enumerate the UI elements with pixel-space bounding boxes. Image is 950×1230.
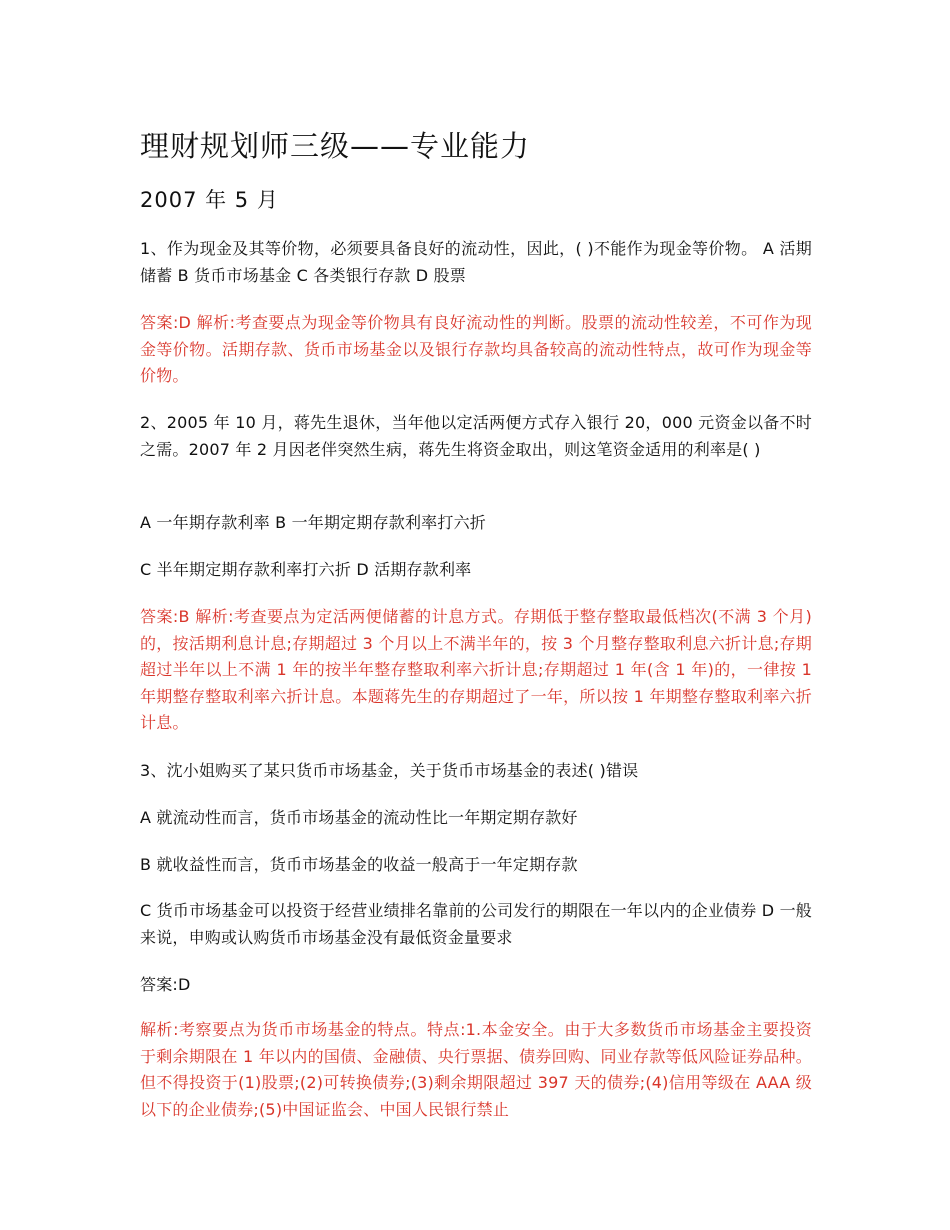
question-3-option-b: B 就收益性而言，货币市场基金的收益一般高于一年定期存款 (140, 855, 578, 874)
question-2-answer: 答案:B 解析:考查要点为定活两便储蓄的计息方式。存期低于整存整取最低档次(不满 3 个月)的，按活期利息计息;存期超过 3 个月以上不满半年的，按 3 个月整存整取利息六折计息;存期超过半年以上不满 1 年的按半年整存整取利率六折计息;存期超过 1 年(含 1 年)的，一律按 1 年期整存整取利率六折计息。本题蒋先生的存期超过了一年，所以按 1 年期整存整取利率六折计息。 (140, 607, 812, 732)
document-date: 2007 年 5 月 (140, 188, 279, 212)
question-2-options-cd: C 半年期定期存款利率打六折 D 活期存款利率 (140, 560, 472, 579)
question-1-text: 1、作为现金及其等价物，必须要具备良好的流动性，因此，( )不能作为现金等价物。 A 活期储蓄 B 货币市场基金 C 各类银行存款 D 股票 (140, 239, 812, 285)
question-3-analysis: 解析:考察要点为货币市场基金的特点。特点:1.本金安全。由于大多数货币市场基金主要投资于剩余期限在 1 年以内的国债、金融债、央行票据、债券回购、同业存款等低风险证券品种。但不得投资于(1)股票;(2)可转换债券;(3)剩余期限超过 397 天的债券;(4)信用等级在 AAA 级以下的企业债券;(5)中国证监会、中国人民银行禁止 (140, 1020, 812, 1119)
question-1-answer: 答案:D 解析:考查要点为现金等价物具有良好流动性的判断。股票的流动性较差，不可作为现金等价物。活期存款、货币市场基金以及银行存款均具备较高的流动性特点，故可作为现金等价物。 (140, 313, 812, 385)
document-title: 理财规划师三级——专业能力 (140, 129, 531, 163)
question-3-answer: 答案:D (140, 975, 191, 994)
question-2-text: 2、2005 年 10 月，蒋先生退休，当年他以定活两便方式存入银行 20，000 元资金以备不时之需。2007 年 2 月因老伴突然生病，蒋先生将资金取出，则这笔资金适用的利率是( ) (140, 413, 812, 459)
question-3-option-a: A 就流动性而言，货币市场基金的流动性比一年期定期存款好 (140, 808, 578, 827)
question-3-options-cd: C 货币市场基金可以投资于经营业绩排名靠前的公司发行的期限在一年以内的企业债券 D 一般来说，申购或认购货币市场基金没有最低资金量要求 (140, 901, 812, 947)
question-2-options-ab: A 一年期存款利率 B 一年期定期存款利率打六折 (140, 513, 486, 532)
question-3-text: 3、沈小姐购买了某只货币市场基金，关于货币市场基金的表述( )错误 (140, 761, 639, 780)
